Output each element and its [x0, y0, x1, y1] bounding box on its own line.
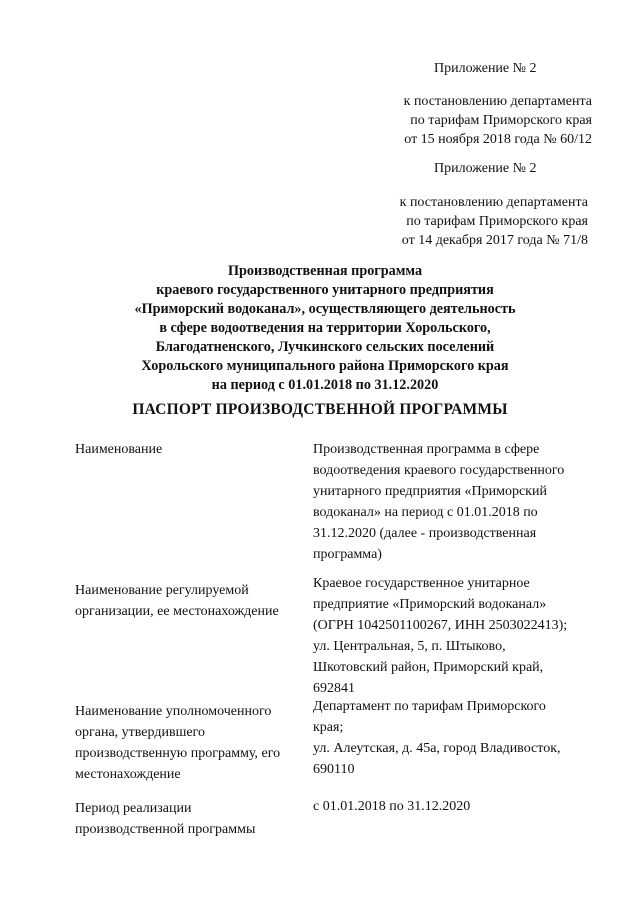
value-line: 692841 [313, 681, 355, 696]
value-line: унитарного предприятия «Приморский [313, 484, 547, 499]
label-line: производственной программы [75, 822, 256, 837]
appendix-line: от 14 декабря 2017 года № 71/8 [401, 233, 588, 248]
program-title-line: Хорольского муниципального района Приморского края [141, 358, 509, 374]
appendix-line: по тарифам Приморского края [406, 214, 588, 229]
value-line: ул. Алеутская, д. 45а, город Владивосток, [313, 741, 561, 756]
label-line: Период реализации [75, 801, 192, 816]
value-line: водоканал» на период с 01.01.2018 по [313, 505, 538, 520]
value-line: предприятие «Приморский водоканал» [313, 597, 547, 612]
value-line: Производственная программа в сфере [313, 442, 540, 457]
appendix-title: Приложение № 2 [434, 61, 537, 76]
value-line: 31.12.2020 (далее - производственная [313, 526, 537, 541]
passport-heading: ПАСПОРТ ПРОИЗВОДСТВЕННОЙ ПРОГРАММЫ [132, 401, 508, 418]
passport-row-label [75, 580, 310, 622]
passport-row-label [75, 798, 310, 840]
program-title-line: в сфере водоотведения на территории Хорольского, [159, 320, 491, 336]
value-line: ул. Центральная, 5, п. Штыково, [313, 639, 506, 654]
value-line: водоотведения краевого государственного [313, 463, 565, 478]
program-title-line: краевого государственного унитарного предприятия [156, 282, 494, 298]
appendix-line: к постановлению департамента [399, 195, 588, 210]
program-title-line: Благодатненского, Лучкинского сельских поселений [155, 339, 495, 355]
passport-row-value [313, 573, 603, 699]
value-line: Краевое государственное унитарное [313, 576, 530, 591]
appendix-reference [404, 92, 592, 149]
appendix-line: к постановлению департамента [403, 94, 592, 109]
appendix-line: от 15 ноября 2018 года № 60/12 [404, 132, 592, 147]
program-title [90, 262, 560, 395]
value-line: (ОГРН 1042501100267, ИНН 2503022413); [313, 618, 568, 633]
label-line: Наименование [75, 442, 163, 457]
label-line: производственную программу, его [75, 746, 281, 761]
passport-row-label [75, 439, 310, 460]
appendix-title-previous: Приложение № 2 [434, 161, 537, 176]
value-line: Шкотовский район, Приморский край, [313, 660, 544, 675]
value-line: края; [313, 720, 344, 735]
label-line: местонахождение [75, 767, 181, 782]
passport-row-value [313, 796, 603, 817]
value-line: 690110 [313, 762, 355, 777]
label-line: органа, утвердившего [75, 725, 205, 740]
label-line: Наименование уполномоченного [75, 704, 272, 719]
passport-row-value [313, 439, 603, 565]
appendix-line: по тарифам Приморского края [410, 113, 592, 128]
program-title-line: на период с 01.01.2018 по 31.12.2020 [211, 377, 439, 393]
label-line: Наименование регулируемой [75, 583, 249, 598]
appendix-reference-previous [400, 193, 588, 250]
program-title-line: Производственная программа [227, 263, 423, 279]
value-line: Департамент по тарифам Приморского [313, 699, 546, 714]
value-line: программа) [313, 547, 382, 562]
label-line: организации, ее местонахождение [75, 604, 279, 619]
program-title-line: «Приморский водоканал», осуществляющего деятельность [134, 301, 516, 317]
passport-row-label [75, 701, 310, 785]
value-line: с 01.01.2018 по 31.12.2020 [313, 799, 471, 814]
passport-row-value [313, 696, 603, 780]
